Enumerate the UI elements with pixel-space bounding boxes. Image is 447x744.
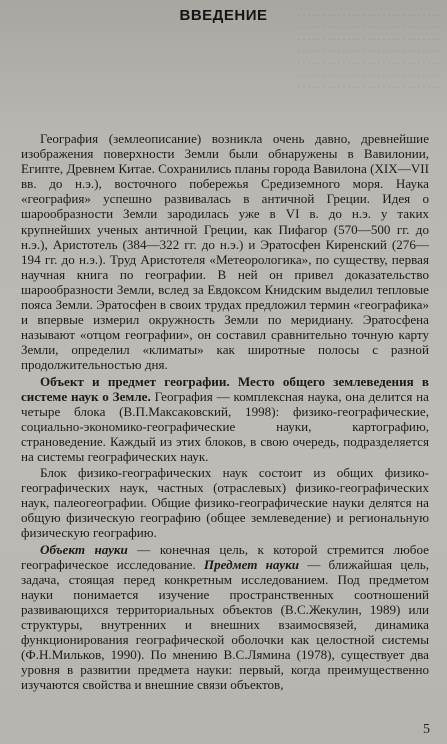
- paragraph: [21, 465, 429, 540]
- paragraph-text: — ближайшая цель, задача, стоящая перед конкретным исследованием. Под предметом науки понимается изучение пространственных соотношений развивающихся территориальных объектов (В.С.Жекулин, 1989) или структуры, внутренних и внешних взаимосвязей, динамика функционирования географической оболочки как целостной системы (Ф.Н.Мильков, 1990). По мнению В.С.Лямина (1978), существует два уровня в развитии предмета науки: первый, когда преимущественно изучаются свойства и внешние связи объектов,: [21, 556, 430, 693]
- paragraph: [21, 542, 429, 693]
- paragraph-text: География — комплексная наука, она делится на четыре блока (В.П.Максаковский, 1998): физико-географические, социально-экономико-географические науки, картографию, страноведение. Каждый из этих блоков, в свою очередь, подразделяется на системы географических наук.: [21, 388, 429, 464]
- section-heading: Объект и предмет географии. Место общего землеведения в системе наук о Земле.: [21, 373, 429, 404]
- term: Объект науки: [40, 541, 128, 557]
- body-text: [21, 131, 429, 692]
- paragraph-text: Блок физико-географических наук состоит из общих физико-географических наук, частных (отраслевых) физико-географических наук, палеогеографии. Общие физико-географические науки делятся на общую физическую географию (общее землеведение) и региональную физическую географию.: [21, 465, 429, 541]
- paragraph: [21, 131, 429, 373]
- page-title: ВВЕДЕНИЕ: [179, 7, 268, 24]
- show-through-text: . . . . . . . . . . . . . . . . . . . . . . . . . . . . . . . . . . . . . . . . . . . . . . . . . . . . . . . . . . . . . . . . . . . . . . . . . . . . . . . . . . . . . . . . . . . . . . . . . . . . . . . . . . . . . . . . . . . . . . . . . . . . . . . . . . . . . . . . . . . . . . . . . . . . . . . . . . . . . . . . . . . . . . . . . . . . . . . . . . . . . . . . . . . . . . . . . . . . . . . . . . .: [297, 8, 440, 91]
- paragraph-text: — конечная цель, к которой стремится любое географическое исследование.: [21, 541, 429, 572]
- paragraph-text: География (землеописание) возникла очень давно, древнейшие изображения поверхности Земли были обнаружены в Вавилонии, Египте, Древнем Китае. Сохранились планы города Вавилона (XIX—VII вв. до н.э.), восточного побережья Средиземного моря. Наука «география» успешно развивалась в античной Греции. Идея о шарообразности Земли зародилась уже в VI в. до н.э. у таких крупнейших ученых античной Греции, как Пифагор (570—500 гг. до н.э.), Аристотель (384—322 гг. до н.э.) и Эратосфен Киренский (276—194 гг. до н.э.). Труд Аристотеля «Метеорологика», по существу, первая научная книга по географии. В ней он привел доказательство шарообразности Земли, вслед за Евдоксом Книдским выделил тепловые пояса Земли. Эратосфен в своих трудах предложил термин «географика» и впервые измерил окружность Земли по меридиану. Эратосфена называют «отцом географии», он составил сравнительно точную карту Земли, определил «климаты» как широтные полосы с разной продолжительностью дня.: [21, 131, 429, 373]
- paragraph: [21, 374, 429, 465]
- term: Предмет науки: [203, 556, 300, 572]
- page-number: 5: [423, 722, 430, 737]
